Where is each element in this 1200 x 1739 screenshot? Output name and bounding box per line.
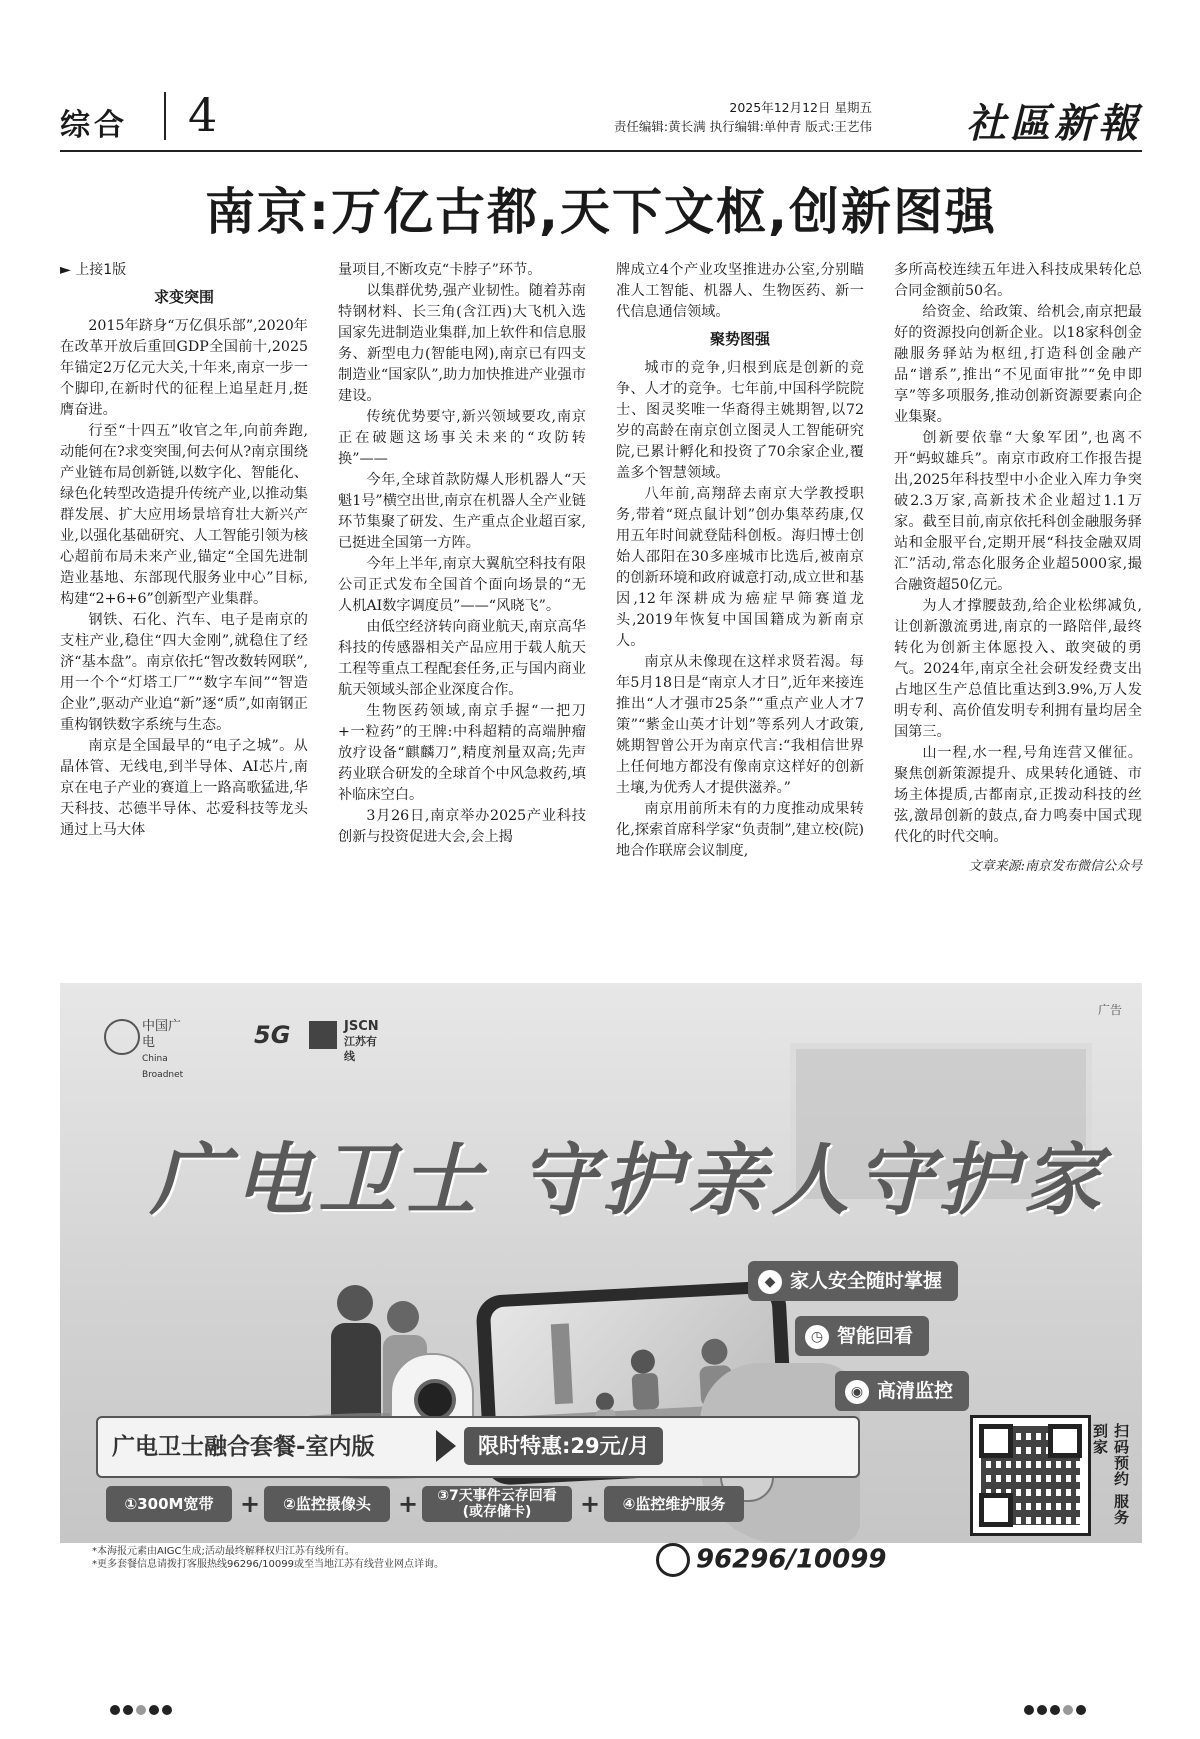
paragraph: 以集群优势,强产业韧性。随着苏南特钢材料、长三角(含江西)大飞机入选国家先进制造业集群,加上软件和信息服务、新型电力(智能电网),南京已有四支制造业“国家队”,助力加快推进产业强市建设。	[338, 283, 586, 404]
advertisement	[60, 983, 1142, 1543]
paragraph: 城市的竞争,归根到底是创新的竞争、人才的竞争。七年前,中国科学院院士、图灵奖唯一华裔得主姚期智,以72岁的高龄在南京创立图灵人工智能研究院,已累计孵化和投资了70余家企业,覆盖多个智慧领域。	[616, 360, 864, 481]
camera-lens-icon	[414, 1379, 456, 1421]
paragraph: 南京用前所未有的力度推动成果转化,探索首席科学家“负责制”,建立校(院)地合作联席会议制度,	[616, 801, 864, 859]
disclaimer-line: *更多套餐信息请拨打客服热线96296/10099或至当地江苏有线营业网点详询。	[92, 1559, 444, 1570]
paragraph: 给资金、给政策、给机会,南京把最好的资源投向创新企业。以18家科创金融服务驿站为枢纽,打造科创金融产品“谱系”,推出“不见面审批”“免申即享”等多项服务,推动创新资源要素向企业集聚。	[894, 304, 1142, 425]
clock-icon: ◷	[805, 1325, 829, 1349]
ad-label: 广告	[1097, 1003, 1122, 1017]
feature-label: 智能回看	[837, 1325, 914, 1347]
ad-slogan: 广电卫士 守护亲人守护家	[150, 1136, 1108, 1226]
china-broadnet-en: China Broadnet	[142, 1054, 184, 1080]
paragraph: 生物医药领域,南京手握“一把刀+一粒药”的王牌:中科超精的高端肿瘤放疗设备“麒麟刀”,精度剂量双高;先声药业联合研发的全球首个中风急救药,填补临床空白。	[338, 703, 586, 803]
hotline-number: 96296/10099	[696, 1544, 887, 1575]
plus-icon: +	[580, 1490, 601, 1518]
paragraph: 今年上半年,南京大翼航空科技有限公司正式发布全国首个面向场景的“无人机AI数字调度员”——“风晓飞”。	[338, 556, 586, 614]
package-name: 广电卫士融合套餐-室内版	[112, 1434, 375, 1460]
header-meta	[614, 98, 872, 136]
header-rule	[60, 150, 1142, 152]
qr-code[interactable]	[970, 1415, 1091, 1536]
paragraph: 量项目,不断攻克“卡脖子”环节。	[338, 262, 542, 278]
plus-icon: +	[398, 1490, 419, 1518]
jscn-cn-name: 江苏有线	[344, 1035, 377, 1063]
article-column-3	[616, 260, 864, 862]
subheading: 聚势图强	[709, 330, 770, 348]
plus-icon: +	[240, 1490, 261, 1518]
paragraph: 山一程,水一程,号角连营又催征。聚焦创新策源提升、成果转化通链、市场主体提质,古都南京,正拨动科技的丝弦,激昂创新的鼓点,奋力鸣奏中国式现代化的时代交响。	[894, 745, 1142, 845]
paragraph: 多所高校连续五年进入科技成果转化总合同金额前50名。	[894, 262, 1142, 299]
registration-marks-left	[110, 1700, 175, 1712]
feature-label: 家人安全随时掌握	[790, 1270, 943, 1292]
ad-disclaimer	[92, 1545, 444, 1571]
shield-icon: ◆	[758, 1270, 782, 1294]
article-source: 文章来源:南京发布微信公众号	[968, 859, 1142, 874]
article-column-1	[60, 260, 308, 841]
china-broadnet-logo-icon	[104, 1019, 140, 1055]
package-item-cloud-storage: ③7天事件云存回看 (或存储卡)	[422, 1486, 572, 1522]
qr-corner-icon	[979, 1424, 1013, 1458]
page-number: 4	[188, 88, 218, 142]
paragraph: 钢铁、石化、汽车、电子是南京的支柱产业,稳住“四大金刚”,就稳住了经济“基本盘”。南京依托“智改数转网联”,用一个个“灯塔工厂”“数字车间”“智造企业”,驱动产业追“新”逐“质”,如南钢正重构钢铁数字系统与生态。	[60, 612, 308, 733]
jscn-name: JSCN	[344, 1019, 379, 1034]
qr-corner-icon	[979, 1493, 1013, 1527]
section-name: 综合	[60, 108, 128, 143]
service-hotline[interactable]	[656, 1543, 886, 1577]
paragraph: 由低空经济转向商业航天,南京高华科技的传感器相关产品应用于载人航天工程等重点工程配套任务,正与国内商业航天领域头部企业深度合作。	[338, 619, 586, 698]
article-column-2	[338, 260, 586, 848]
paragraph: 3月26日,南京举办2025产业科技创新与投资促进大会,会上揭	[338, 808, 586, 845]
paragraph: 传统优势要守,新兴领域要攻,南京正在破题这场事关未来的“攻防转换”——	[338, 409, 586, 467]
qr-corner-icon	[1048, 1424, 1082, 1458]
paragraph: 今年,全球首款防爆人形机器人“天魁1号”横空出世,南京在机器人全产业链环节集聚了研发、生产重点企业超百家,已挺进全国第一方阵。	[338, 472, 586, 551]
feature-badge-playback	[795, 1316, 929, 1356]
disclaimer-line: *本海报元素由AIGC生成;活动最终解释权归江苏有线所有。	[92, 1546, 355, 1557]
china-broadnet-cn: 中国广电	[142, 1019, 182, 1050]
package-price: 限时特惠:29元/月	[464, 1427, 663, 1465]
article-body	[60, 260, 1142, 980]
package-bar	[96, 1416, 860, 1478]
package-items	[96, 1474, 856, 1536]
phone-icon	[656, 1543, 690, 1577]
feature-label: 高清监控	[877, 1380, 954, 1402]
paragraph: 为人才撑腰鼓劲,给企业松绑减负,让创新激流勇进,南京的一路陪伴,最终转化为创新主体愿投入、敢突破的勇气。2024年,南京全社会研发经费支出占地区生产总值比重达到3.9%,万人发明专利、高价值发明专利拥有量均居全国第三。	[894, 598, 1142, 740]
header-divider	[164, 92, 166, 140]
jscn-logo-text	[344, 1019, 379, 1064]
editor-credits: 责任编辑:黄长满 执行编辑:单仲青 版式:王艺伟	[613, 119, 872, 134]
package-item-camera: ②监控摄像头	[264, 1486, 390, 1522]
arrow-right-icon	[436, 1430, 456, 1462]
feature-badge-monitoring	[835, 1371, 969, 1411]
paragraph: 牌成立4个产业攻坚推进办公室,分别瞄准人工智能、机器人、生物医药、新一代信息通信领域。	[616, 262, 864, 320]
registration-marks-right	[1024, 1700, 1089, 1712]
five-g-logo: 5G	[254, 1021, 291, 1049]
article-column-4	[894, 260, 1142, 877]
china-broadnet-logo-text	[142, 1019, 183, 1083]
jscn-logo-icon	[309, 1021, 337, 1049]
continued-from-link[interactable]: ► 上接1版	[60, 262, 127, 278]
article-headline: 南京:万亿古都,天下文枢,创新图强	[205, 183, 997, 241]
subheading: 求变突围	[153, 288, 214, 306]
paragraph: 2015年跻身“万亿俱乐部”,2020年在改革开放后重回GDP全国前十,2025年锚定2万亿元大关,十年来,南京一步一个脚印,在新时代的征程上追星赶月,挺膺奋进。	[60, 318, 308, 418]
scan-to-book-text: 扫码预约 服务到家	[1091, 1423, 1130, 1526]
paragraph: 八年前,高翔辞去南京大学教授职务,带着“斑点鼠计划”创办集萃药康,仅用五年时间就登陆科创板。海归博士创始人邵阳在30多座城市比选后,被南京的创新环境和政府诚意打动,成立世和基因,12年深耕成为癌症早筛赛道龙头,2019年恢复中国国籍成为新南京人。	[616, 486, 864, 649]
paragraph: 行至“十四五”收官之年,向前奔跑,动能何在?求变突围,何去何从?南京围绕产业链布局创新链,以数字化、智能化、绿色化转型改造提升传统产业,以推动集群发展、扩大应用场景培育壮大新兴产业,以强化基础研究、人工智能引领为核心超前布局未来产业,锚定“全国先进制造业基地、东部现代服务业中心”目标,构建“2+6+6”创新型产业集群。	[60, 423, 308, 607]
page-header	[60, 88, 1142, 147]
eye-icon: ◉	[845, 1380, 869, 1404]
newspaper-brand: 社區新報	[966, 100, 1142, 147]
paragraph: 南京从未像现在这样求贤若渴。每年5月18日是“南京人才日”,近年来接连推出“人才强市25条”“重点产业人才7策”“紫金山英才计划”等系列人才政策,姚期智曾公开为南京代言:“我相信世界上任何地方都没有像南京这样好的创新土壤,为优秀人才提供滋养。”	[616, 654, 864, 796]
paragraph: 南京是全国最早的“电子之城”。从晶体管、无线电,到半导体、AI芯片,南京在电子产业的赛道上一路高歌猛进,华天科技、芯德半导体、芯爱科技等龙头通过上马大体	[60, 738, 308, 838]
package-item-maintenance: ④监控维护服务	[604, 1486, 744, 1522]
package-item-broadband: ①300M宽带	[106, 1486, 232, 1522]
issue-date: 2025年12月12日 星期五	[729, 100, 872, 115]
paragraph: 创新要依靠“大象军团”,也离不开“蚂蚁雄兵”。南京市政府工作报告提出,2025年科技型中小企业入库力争突破2.3万家,高新技术企业超过1.1万家。截至目前,南京依托科创金融服务驿站和金服平台,定期开展“科技金融双周汇”活动,常态化服务企业超5000家,撮合融资超50亿元。	[894, 430, 1142, 593]
feature-badge-safety	[748, 1261, 958, 1301]
